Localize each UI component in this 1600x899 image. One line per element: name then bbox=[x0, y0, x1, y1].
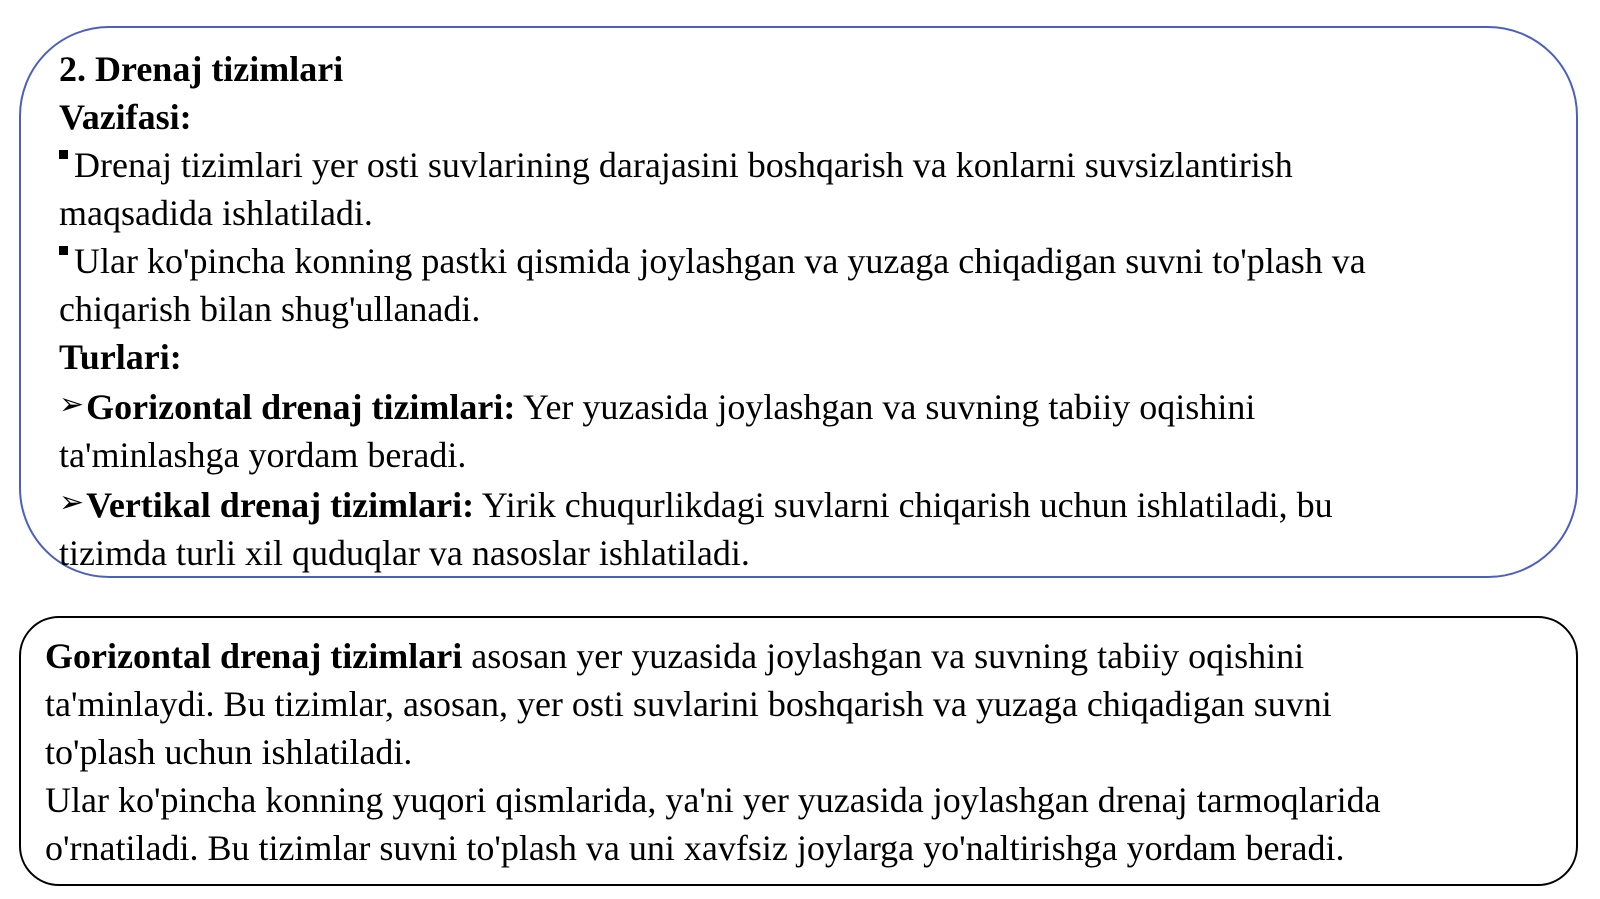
type-item-text: Yer yuzasida joylashgan va suvning tabiiy oqishini bbox=[515, 387, 1256, 427]
paragraph-text: asosan yer yuzasida joylashgan va suvning tabiiy oqishini bbox=[462, 636, 1305, 676]
type-item-title: Vertikal drenaj tizimlari: bbox=[86, 485, 475, 525]
paragraph-line: to'plash uchun ishlatiladi. bbox=[45, 732, 413, 772]
type-item-continuation: tizimda turli xil quduqlar va nasoslar ishlatiladi. bbox=[59, 533, 750, 573]
type-item-vertical bbox=[59, 479, 1538, 529]
purpose-item-continuation: chiqarish bilan shug'ullanadi. bbox=[59, 289, 481, 329]
square-bullet-icon bbox=[59, 150, 68, 159]
purpose-item-text: Ular ko'pincha konning pastki qismida joylashgan va yuzaga chiqadigan suvni to'plash va bbox=[74, 241, 1366, 281]
arrow-bullet-icon: ➢ bbox=[59, 387, 85, 422]
type-item-text: Yirik chuqurlikdagi suvlarni chiqarish uchun ishlatiladi, bu bbox=[474, 485, 1333, 525]
horizontal-drainage-card bbox=[19, 616, 1578, 886]
purpose-item bbox=[59, 141, 1538, 189]
paragraph-line: o'rnatiladi. Bu tizimlar suvni to'plash va uni xavfsiz joylarga yo'naltirishga yordam beradi. bbox=[45, 828, 1345, 868]
purpose-label: Vazifasi: bbox=[59, 97, 192, 137]
purpose-item-continuation: maqsadida ishlatiladi. bbox=[59, 193, 373, 233]
section-heading: 2. Drenaj tizimlari bbox=[59, 49, 344, 89]
arrow-bullet-icon: ➢ bbox=[59, 485, 85, 520]
lead-term: Gorizontal drenaj tizimlari bbox=[45, 636, 463, 676]
drainage-systems-card bbox=[19, 26, 1578, 578]
paragraph-line bbox=[45, 632, 1552, 680]
purpose-item bbox=[59, 237, 1538, 285]
purpose-item-text: Drenaj tizimlari yer osti suvlarining darajasini boshqarish va konlarni suvsizlantirish bbox=[74, 145, 1293, 185]
types-label: Turlari: bbox=[59, 337, 182, 377]
type-item-horizontal bbox=[59, 381, 1538, 431]
paragraph-line: ta'minlaydi. Bu tizimlar, asosan, yer osti suvlarini boshqarish va yuzaga chiqadigan suvni bbox=[45, 684, 1332, 724]
type-item-title: Gorizontal drenaj tizimlari: bbox=[86, 387, 516, 427]
type-item-continuation: ta'minlashga yordam beradi. bbox=[59, 435, 467, 475]
square-bullet-icon bbox=[59, 246, 68, 255]
paragraph-line: Ular ko'pincha konning yuqori qismlarida, ya'ni yer yuzasida joylashgan drenaj tarmoqlarida bbox=[45, 780, 1381, 820]
